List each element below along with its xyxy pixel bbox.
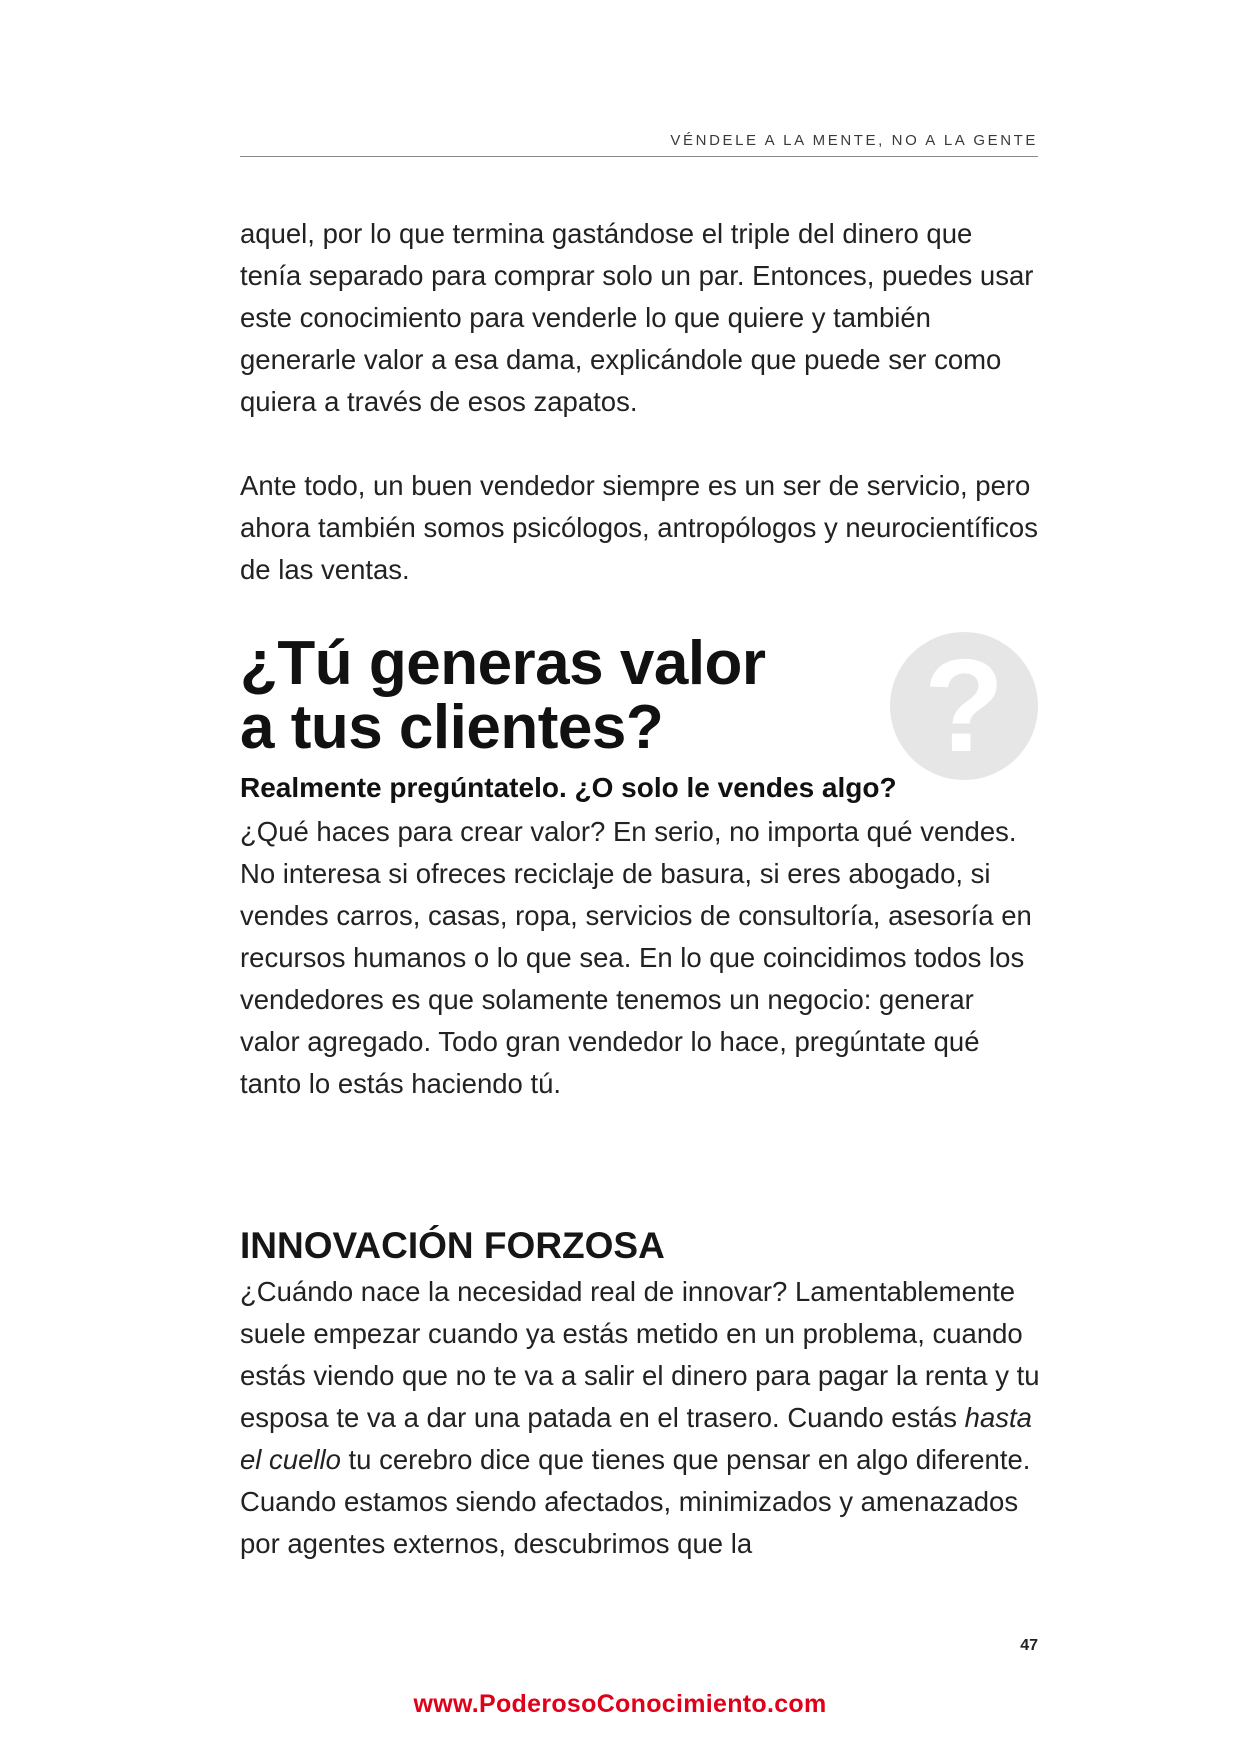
section-text-after: tu cerebro dice que tienes que pensar en algo diferente. Cuando estamos siendo afectados, minimizados y amenazados por agentes externos, descubrimos que la	[240, 1444, 1031, 1559]
watermark-link[interactable]: www.PoderosoConocimiento.com	[413, 1690, 827, 1718]
intro-paragraph-1: aquel, por lo que termina gastándose el triple del dinero que tenía separado para comprar solo un par. Entonces, puedes usar este conocimiento para venderle lo que quiere y también generarle valor a esa dama, explicándole que puede ser como quiera a través de esos zapatos.	[240, 218, 1034, 417]
feature-title	[240, 629, 880, 762]
feature-title-line-2: a tus clientes?	[240, 693, 664, 762]
section-paragraph	[240, 1271, 1040, 1565]
section-emphasis: hasta el cuello	[240, 1402, 1032, 1475]
question-mark-glyph: ?	[923, 632, 1005, 779]
feature-paragraph: ¿Qué haces para crear valor? En serio, no importa qué vendes. No interesa si ofreces reciclaje de basura, si eres abogado, si vendes carros, casas, ropa, servicios de consultoría, asesoría en recursos humanos o lo que sea. En lo que coincidimos todos los vendedores es que solamente tenemos un negocio: generar valor agregado. Todo gran vendedor lo hace, pregúntate qué tanto lo estás haciendo tú.	[240, 816, 1032, 1099]
section-text-before: ¿Cuándo nace la necesidad real de innovar? Lamentablemente suele empezar cuando ya estás metido en un problema, cuando estás viendo que no te va a salir el dinero para pagar la renta y tu esposa te va a dar una patada en el trasero. Cuando estás	[240, 1276, 1040, 1433]
running-header: VÉNDELE A LA MENTE, NO A LA GENTE	[670, 132, 1038, 149]
question-mark-icon	[890, 632, 1038, 780]
section-title: INNOVACIÓN FORZOSA	[240, 1225, 665, 1266]
page-number: 47	[1020, 1637, 1038, 1654]
intro-paragraph-2: Ante todo, un buen vendedor siempre es un ser de servicio, pero ahora también somos psicólogos, antropólogos y neurocientíficos de las ventas.	[240, 470, 1038, 585]
feature-title-line-1: ¿Tú generas valor	[240, 629, 766, 698]
feature-subheading: Realmente pregúntatelo. ¿O solo le vendes algo?	[240, 772, 897, 803]
header-rule	[240, 156, 1038, 157]
